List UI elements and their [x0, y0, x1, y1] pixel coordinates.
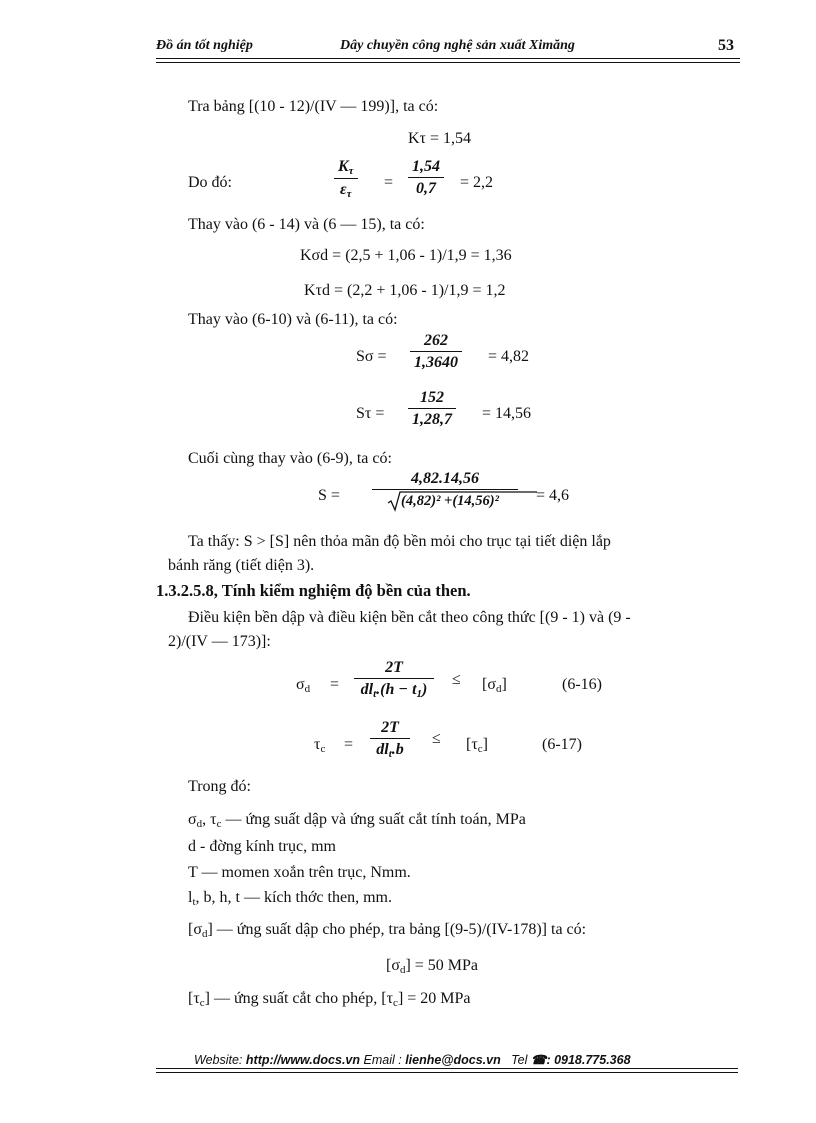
- def4-rest: , b, h, t — kích thớc then, mm.: [195, 889, 392, 906]
- stau-label: Sτ =: [356, 405, 385, 422]
- stau-result: = 14,56: [482, 405, 532, 422]
- f16-right-a: [σ: [482, 676, 496, 693]
- f17-right: [466, 736, 488, 755]
- f17-leq: ≤: [432, 730, 441, 747]
- def4-sub: t: [192, 896, 196, 908]
- f16-leq: ≤: [452, 671, 461, 688]
- def-line-7: [188, 990, 471, 1009]
- text-trong-do: Trong đó:: [188, 778, 251, 795]
- f16-right-sub: d: [495, 683, 502, 695]
- fraction-stau: [408, 389, 456, 429]
- footer-email-link[interactable]: lienhe@docs.vn: [405, 1053, 501, 1067]
- eq-ktau: Kτ = 1,54: [408, 130, 472, 147]
- def4-l: l: [188, 889, 193, 906]
- header-rule-thin: [156, 62, 740, 63]
- def-line-1: [188, 811, 526, 830]
- ssig-den: 1,3640: [414, 354, 458, 371]
- footer-rule-thin: [156, 1072, 738, 1073]
- header-rule: [156, 58, 740, 59]
- frac2-num: 1,54: [412, 158, 440, 175]
- phone-icon: ☎: [530, 1053, 547, 1067]
- f17-right-end: ]: [482, 736, 488, 753]
- header-left: Đồ án tốt nghiệp: [156, 38, 253, 53]
- f16-den-sub: t: [373, 688, 377, 700]
- def-line-6: [386, 957, 478, 976]
- eq-ktau-d: Kτd = (2,2 + 1,06 - 1)/1,9 = 1,2: [304, 282, 506, 299]
- fraction-k-eps: [334, 158, 358, 200]
- def1-rest: — ứng suất dập và ứng suất cắt tính toán, MPa: [221, 811, 526, 828]
- result-1: = 2,2: [460, 174, 494, 191]
- footer-tel-label: Tel: [511, 1053, 528, 1067]
- f16-number: (6-16): [562, 676, 602, 693]
- f17-den: dl: [376, 741, 389, 758]
- def5-a: [σ: [188, 921, 202, 938]
- f17-den-sub: t: [388, 748, 392, 760]
- ssigma-label: Sσ =: [356, 348, 387, 365]
- ssigma-result: = 4,82: [488, 348, 530, 365]
- eq-ksigma-d: Kσd = (2,5 + 1,06 - 1)/1,9 = 1,36: [300, 247, 512, 264]
- frac2-den: 0,7: [416, 180, 436, 197]
- f17-right-a: [τ: [466, 736, 478, 753]
- fraction-154-07: [408, 158, 444, 198]
- fraction-s: [372, 470, 518, 510]
- text-tra-bang: Tra bảng [(10 - 12)/(IV — 199)], ta có:: [188, 98, 439, 115]
- footer-website-label: Website:: [194, 1053, 243, 1067]
- ssig-num: 262: [424, 332, 448, 349]
- f17-tau-sub: c: [320, 743, 326, 755]
- def7-mid: ] — ứng suất cắt cho phép, [τ: [204, 990, 394, 1007]
- def-line-2: d - đờng kính trục, mm: [188, 838, 336, 855]
- header-center: Dây chuyền công nghệ sản xuất Ximăng: [340, 38, 575, 53]
- fraction-6-16: [354, 659, 434, 700]
- def1-sigma-sub: d: [196, 818, 203, 830]
- footer-rule: [156, 1068, 738, 1069]
- def1-sigma: σ: [188, 811, 197, 828]
- section-heading: 1.3.2.5.8, Tính kiểm nghiệm độ bền của then.: [156, 581, 471, 600]
- text-cuoi-cung: Cuối cùng thay vào (6-9), ta có:: [188, 450, 392, 467]
- def5-sub: d: [201, 928, 208, 940]
- stau-num: 152: [420, 389, 444, 406]
- text-do-do: Do đó:: [188, 174, 232, 191]
- f16-eq: =: [330, 676, 340, 693]
- f16-num: 2T: [385, 659, 403, 676]
- def-line-4: [188, 889, 392, 908]
- stau-den: 1,28,7: [412, 411, 452, 428]
- f16-sigma-sub: d: [304, 683, 311, 695]
- f16-sigma: σ: [296, 676, 305, 693]
- def7-a: [τ: [188, 990, 200, 1007]
- def5-rest: ] — ứng suất dập cho phép, tra bảng [(9-5)/(IV-178)] ta có:: [207, 921, 587, 938]
- s-result: = 4,6: [536, 487, 570, 504]
- f17-den-rest: .b: [391, 741, 404, 758]
- eq-sign-1: =: [384, 174, 394, 191]
- f17-right-sub: c: [477, 743, 483, 755]
- f17-left: [314, 736, 325, 755]
- def7-sub2: c: [393, 997, 398, 1009]
- footer-tel: : 0918.775.368: [546, 1053, 631, 1067]
- f16-den-end: ): [422, 681, 428, 698]
- def7-rest: ] = 20 MPa: [397, 990, 471, 1007]
- frac1-num: K: [338, 158, 349, 175]
- frac1-den: ε: [340, 181, 347, 198]
- page-number: 53: [718, 37, 734, 54]
- s-num: 4,82.14,56: [411, 470, 479, 487]
- def-line-3: T — momen xoắn trên trục, Nmm.: [188, 864, 411, 881]
- f16-den-rest: .(h − t: [376, 681, 417, 698]
- f16-right-end: ]: [501, 676, 507, 693]
- text-ta-thay-2: bánh răng (tiết diện 3).: [168, 557, 315, 574]
- def1-tau-sub: c: [216, 818, 222, 830]
- def7-sub: c: [199, 997, 205, 1009]
- def6-rest: ] = 50 MPa: [405, 957, 479, 974]
- def6-sub: d: [399, 964, 406, 976]
- sqrt-icon: [387, 490, 537, 512]
- s-label: S =: [318, 487, 340, 504]
- f16-den-sub2: 1: [416, 688, 423, 700]
- f17-number: (6-17): [542, 736, 582, 753]
- text-thay-vao-1: Thay vào (6 - 14) và (6 — 15), ta có:: [188, 216, 425, 233]
- f17-num: 2T: [381, 719, 399, 736]
- f16-right: [482, 676, 507, 695]
- text-dieu-kien-2: 2)/(IV — 173)]:: [168, 633, 271, 650]
- f17-tau: τ: [314, 736, 321, 753]
- text-thay-vao-2: Thay vào (6-10) và (6-11), ta có:: [188, 311, 398, 328]
- text-ta-thay-1: Ta thấy: S > [S] nên thỏa mãn độ bền mỏi cho trục tại tiết diện lắp: [188, 533, 611, 550]
- def-line-5: [188, 921, 586, 940]
- footer-website-link[interactable]: http://www.docs.vn: [245, 1053, 361, 1067]
- text-dieu-kien-1: Điều kiện bền dập và điều kiện bền cắt theo công thức [(9 - 1) và (9 -: [188, 609, 631, 626]
- fraction-6-17: [370, 719, 410, 760]
- f16-left: [296, 676, 310, 695]
- footer: [194, 1052, 631, 1067]
- footer-email-label: Email :: [363, 1053, 402, 1067]
- def1-tau: , τ: [202, 811, 217, 828]
- frac1-num-sub: τ: [348, 165, 354, 177]
- f16-den: dl: [360, 681, 374, 698]
- f17-eq: =: [344, 736, 354, 753]
- frac1-den-sub: τ: [346, 188, 352, 200]
- fraction-ssigma: [410, 332, 462, 372]
- s-den: (4,82)² +(14,56)²: [401, 493, 499, 509]
- def6-a: [σ: [386, 957, 400, 974]
